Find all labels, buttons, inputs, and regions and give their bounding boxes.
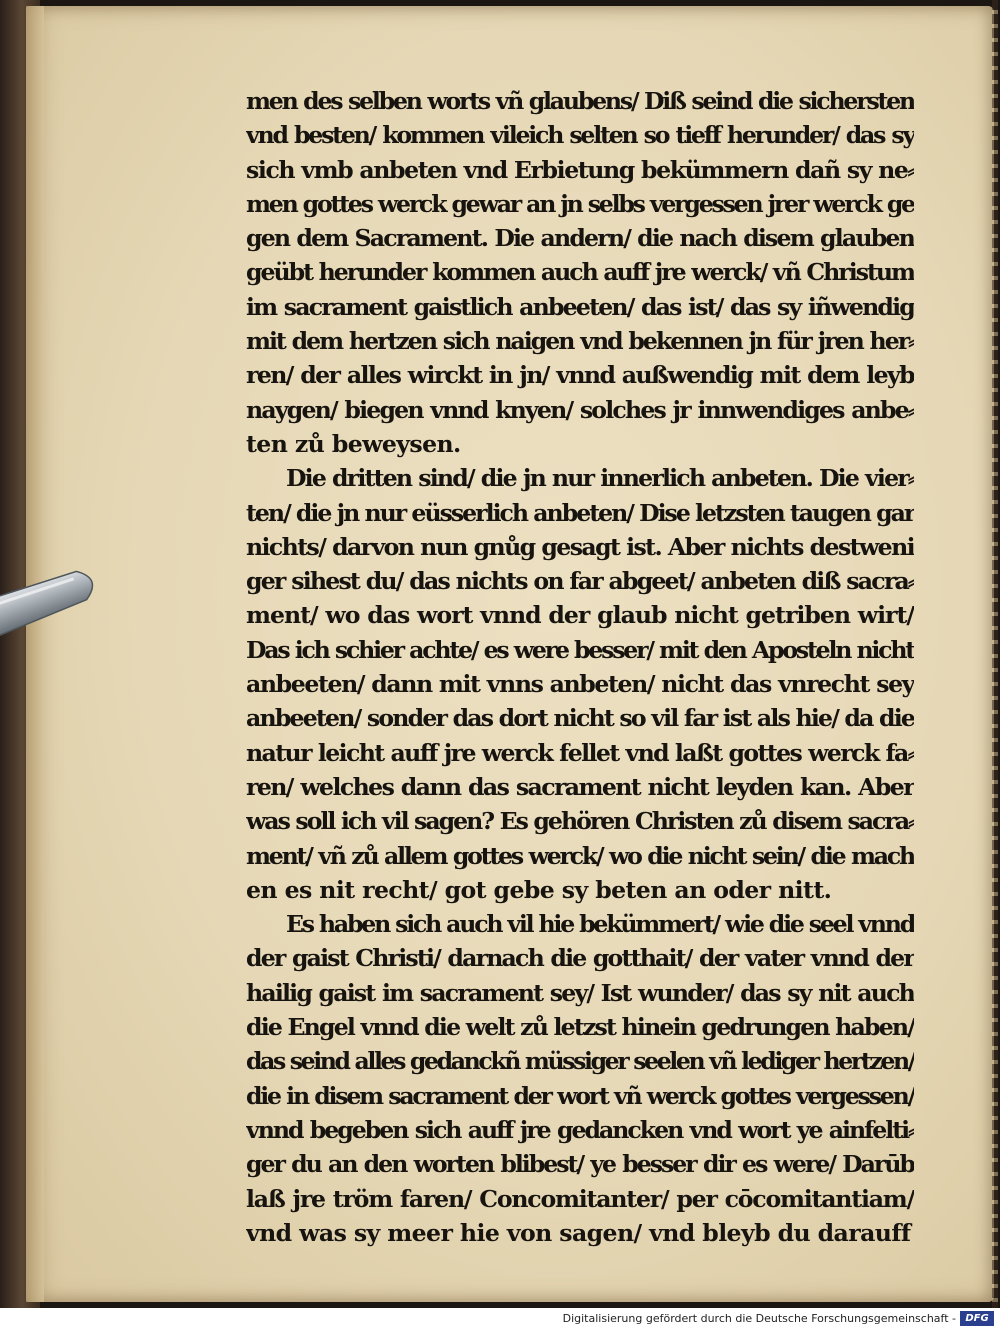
page-gutter bbox=[26, 6, 44, 1302]
text-line: was soll ich vil sagen? Es gehören Christen zů disem sacra⸗ bbox=[246, 807, 914, 836]
text-line: der gaist Christi/ darnach die gotthait/ der vater vnnd der bbox=[246, 944, 914, 973]
text-line: vnd besten/ kommen vileich selten so tieff herunder/ das sy bbox=[246, 121, 914, 150]
text-block bbox=[246, 84, 914, 1250]
text-line: mit dem hertzen sich naigen vnd bekennen jn für jren her⸗ bbox=[246, 327, 914, 356]
text-line: anbeeten/ dann mit vnns anbeten/ nicht das vnrecht sey bbox=[246, 670, 914, 699]
text-line: laß jre tröm faren/ Concomitanter/ per cōcomitantiam/ bbox=[246, 1184, 914, 1213]
text-line: Die dritten sind/ die jn nur innerlich anbeten. Die vier⸗ bbox=[286, 464, 914, 493]
binding-stitch bbox=[992, 0, 998, 1308]
text-line: ren/ der alles wirckt in jn/ vnnd außwendig mit dem leyb bbox=[246, 361, 914, 390]
text-line: natur leicht auff jre werck fellet vnd laßt gottes werck fa⸗ bbox=[246, 738, 914, 767]
text-line: vnd was sy meer hie von sagen/ vnd bleyb du darauff bbox=[246, 1218, 911, 1247]
text-line: men gottes werck gewar an jn selbs vergessen jrer werck ge bbox=[246, 189, 914, 218]
text-line: das seind alles gedanckñ müssiger seelen vñ lediger hertzen/ bbox=[246, 1047, 914, 1076]
text-line: im sacrament gaistlich anbeeten/ das ist/ das sy iñwendig bbox=[246, 292, 914, 321]
text-line: die in disem sacrament der wort vñ werck gottes vergessen/ bbox=[246, 1081, 914, 1110]
funding-notice: Digitalisierung gefördert durch die Deutsche Forschungsgemeinschaft - bbox=[562, 1312, 956, 1325]
text-line: men des selben worts vñ glaubens/ Diß seind die sichersten bbox=[246, 87, 914, 115]
text-line: Es haben sich auch vil hie bekümmert/ wie die seel vnnd bbox=[286, 910, 914, 939]
text-line: ten/ die jn nur eüsserlich anbeten/ Dise letzsten taugen gar bbox=[246, 498, 914, 527]
text-line: geübt herunder kommen auch auff jre werck/ vñ Christum bbox=[246, 258, 914, 287]
footer bbox=[0, 1308, 1000, 1329]
text-line: nichts/ darvon nun gnůg gesagt ist. Aber nichts destweni bbox=[246, 532, 914, 561]
text-line: ment/ vñ zů allem gottes werck/ wo die nicht sein/ die mach bbox=[246, 841, 914, 870]
text-line: ten zů beweysen. bbox=[246, 429, 461, 458]
text-line: en es nit recht/ got gebe sy beten an oder nitt. bbox=[246, 875, 832, 904]
text-line: naygen/ biegen vnnd knyen/ solches jr innwendiges anbe⸗ bbox=[246, 395, 914, 424]
text-line: anbeeten/ sonder das dort nicht so vil far ist als hie/ da die bbox=[246, 704, 914, 733]
text-line: ren/ welches dann das sacrament nicht leyden kan. Aber bbox=[246, 772, 914, 801]
text-line: ger du an den worten blibest/ ye besser dir es were/ Darūb bbox=[246, 1150, 914, 1179]
text-line: gen dem Sacrament. Die andern/ die nach disem glauben bbox=[246, 224, 914, 253]
dfg-logo-icon: DFG bbox=[960, 1311, 994, 1326]
text-line: sich vmb anbeten vnd Erbietung bekümmern dañ sy ne⸗ bbox=[246, 155, 914, 184]
text-line: Das ich schier achte/ es were besser/ mit den Aposteln nicht bbox=[246, 635, 914, 664]
text-line: die Engel vnnd die welt zů letzst hinein gedrungen haben/ bbox=[246, 1013, 914, 1042]
text-line: ger sihest du/ das nichts on far abgeet/ anbeten diß sacra⸗ bbox=[246, 567, 914, 596]
text-line: ment/ wo das wort vnnd der glaub nicht getriben wirt/ bbox=[246, 601, 914, 630]
text-line: vnnd begeben sich auff jre gedancken vnd wort ye ainfelti⸗ bbox=[246, 1115, 914, 1144]
text-line: hailig gaist im sacrament sey/ Ist wunder/ das sy nit auch bbox=[246, 978, 914, 1007]
